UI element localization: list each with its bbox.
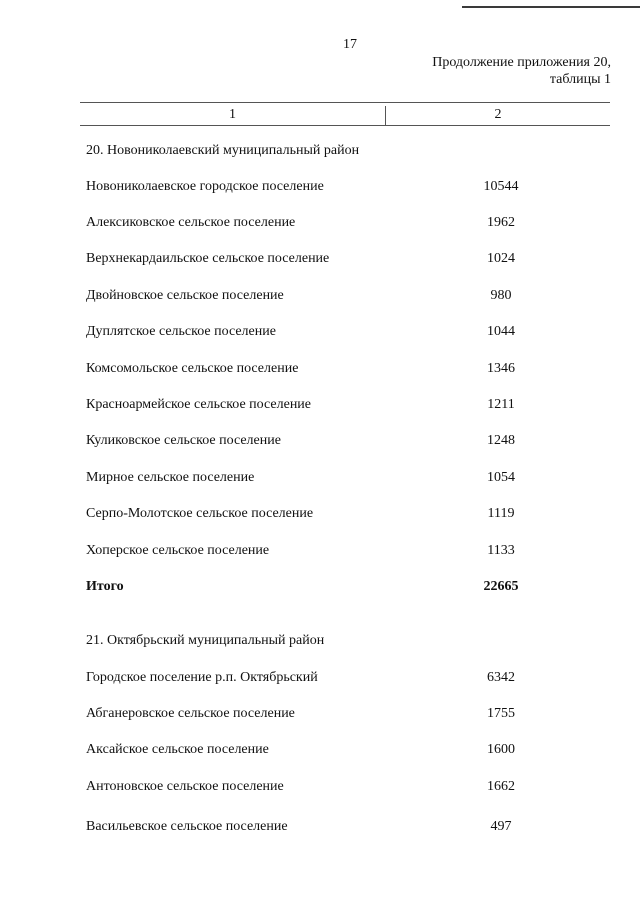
row-value: 1248 bbox=[487, 433, 515, 448]
row-value: 1024 bbox=[487, 251, 515, 266]
continuation-note bbox=[432, 54, 611, 88]
table-row bbox=[86, 543, 626, 563]
table-row bbox=[86, 742, 626, 762]
row-name: Красноармейское сельское поселение bbox=[86, 397, 312, 412]
table-header-col-2: 2 bbox=[494, 107, 502, 122]
row-value: 1600 bbox=[487, 742, 515, 757]
row-value: 1211 bbox=[487, 397, 515, 412]
row-name: Комсомольское сельское поселение bbox=[86, 361, 299, 376]
table-row bbox=[86, 179, 626, 199]
table-row bbox=[86, 433, 626, 453]
row-name: Двойновское сельское поселение bbox=[86, 288, 284, 303]
table-row bbox=[86, 288, 626, 308]
row-value: 1346 bbox=[487, 361, 515, 376]
total-label: Итого bbox=[86, 579, 124, 594]
scan-edge-mark bbox=[462, 6, 640, 8]
row-name: Верхнекардаильское сельское поселение bbox=[86, 251, 330, 266]
table-row bbox=[86, 819, 626, 839]
row-name: Городское поселение р.п. Октябрьский bbox=[86, 670, 318, 685]
table-row bbox=[86, 506, 626, 526]
table-row bbox=[86, 324, 626, 344]
row-value: 1119 bbox=[487, 506, 515, 521]
row-value: 10544 bbox=[483, 179, 519, 194]
row-name: Дуплятское сельское поселение bbox=[86, 324, 276, 339]
row-value: 497 bbox=[490, 819, 512, 834]
row-name: Хоперское сельское поселение bbox=[86, 543, 270, 558]
row-name: Серпо-Молотское сельское поселение bbox=[86, 506, 314, 521]
row-name: Аксайское сельское поселение bbox=[86, 742, 269, 757]
table-row bbox=[86, 215, 626, 235]
table-header-col-1: 1 bbox=[229, 107, 236, 122]
table-row bbox=[86, 779, 626, 799]
continuation-line-1: Продолжение приложения 20, bbox=[432, 55, 611, 70]
table-row bbox=[86, 361, 626, 381]
table-row bbox=[86, 470, 626, 490]
row-value: 6342 bbox=[487, 670, 515, 685]
total-value: 22665 bbox=[483, 579, 519, 594]
section-title-novonikolaevsky: 20. Новониколаевский муниципальный район bbox=[86, 143, 360, 158]
row-name: Алексиковское сельское поселение bbox=[86, 215, 296, 230]
row-value: 1755 bbox=[487, 706, 515, 721]
row-name: Новониколаевское городское поселение bbox=[86, 179, 324, 194]
row-value: 1044 bbox=[487, 324, 515, 339]
row-name: Куликовское сельское поселение bbox=[86, 433, 281, 448]
row-value: 1662 bbox=[487, 779, 515, 794]
section-title-oktyabrsky: 21. Октябрьский муниципальный район bbox=[86, 633, 325, 648]
row-name: Антоновское сельское поселение bbox=[86, 779, 284, 794]
continuation-line-2: таблицы 1 bbox=[549, 72, 611, 87]
table-header-top-rule bbox=[80, 102, 610, 103]
row-name: Абганеровское сельское поселение bbox=[86, 706, 295, 721]
row-name: Мирное сельское поселение bbox=[86, 470, 255, 485]
row-name: Васильевское сельское поселение bbox=[86, 819, 288, 834]
table-row bbox=[86, 706, 626, 726]
table-row bbox=[86, 670, 626, 690]
page-number: 17 bbox=[343, 37, 357, 52]
row-value: 1054 bbox=[487, 470, 515, 485]
table-row bbox=[86, 251, 626, 271]
row-value: 1962 bbox=[487, 215, 515, 230]
row-value: 980 bbox=[490, 288, 512, 303]
table-row bbox=[86, 397, 626, 417]
table-row-total bbox=[86, 579, 626, 599]
row-value: 1133 bbox=[487, 543, 515, 558]
table-header-bottom-rule bbox=[80, 125, 610, 126]
